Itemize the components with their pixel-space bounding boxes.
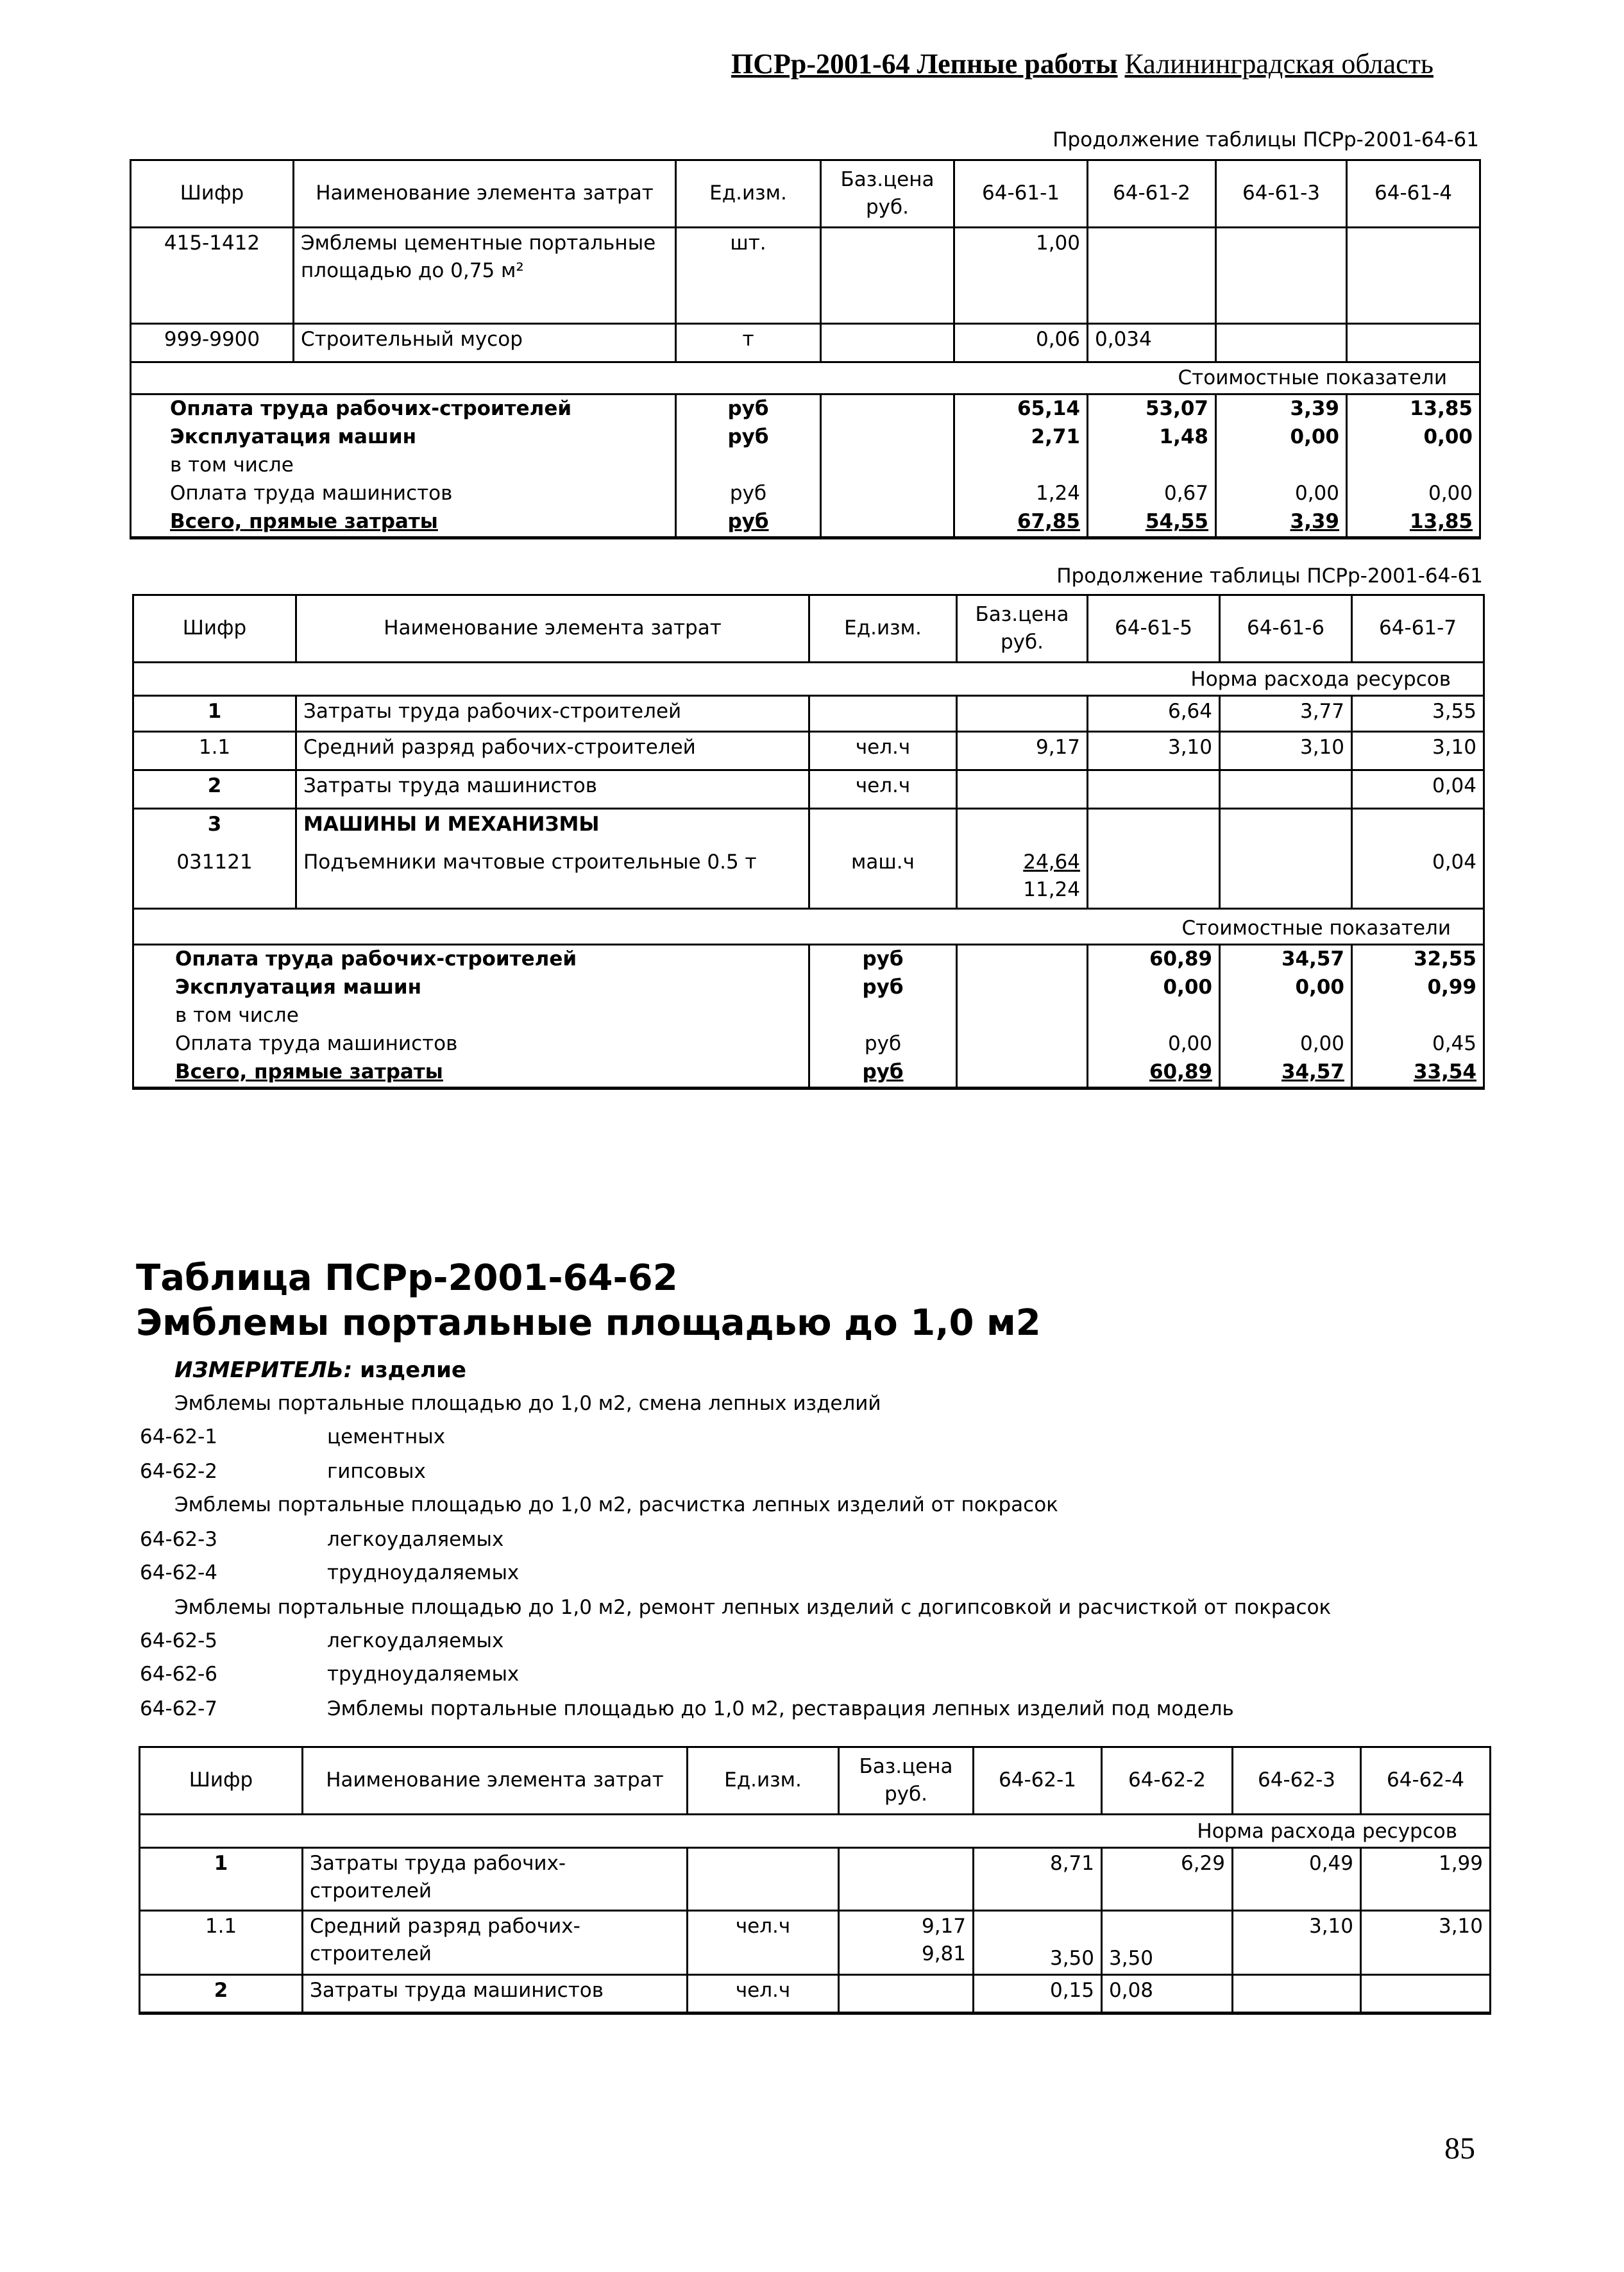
- item-name: цементных: [327, 1425, 446, 1448]
- table-row: [133, 696, 1484, 732]
- cell-price: [839, 1848, 974, 1911]
- cost-unit: руб: [676, 423, 821, 452]
- cell-value: 1,99: [1361, 1848, 1491, 1911]
- cell-code: 1.1: [133, 732, 296, 770]
- cell-value: [1352, 809, 1484, 847]
- col-header: Ед.изм.: [688, 1747, 839, 1815]
- cell-price: [839, 1975, 974, 2013]
- cost-name: Всего, прямые затраты: [133, 1058, 809, 1089]
- section-title: Стоимостные показатели: [133, 909, 1484, 945]
- table-row: [140, 1975, 1491, 2013]
- cell-price: 9,17: [957, 732, 1088, 770]
- cell-value: [1361, 1975, 1491, 2013]
- measure-value: изделие: [360, 1357, 466, 1383]
- table-row: [131, 324, 1480, 362]
- table1-continuation: Продолжение таблицы ПСРр-2001-64-61: [1053, 128, 1479, 151]
- cost-price: [957, 1030, 1088, 1058]
- group-description: Эмблемы портальные площадью до 1,0 м2, расчистка лепных изделий от покрасок: [174, 1493, 1058, 1516]
- table-row: [133, 732, 1484, 770]
- cost-row: [133, 1030, 1484, 1058]
- table-row: [133, 809, 1484, 847]
- cost-unit: руб: [809, 1058, 957, 1089]
- price-value: 24,64: [1023, 850, 1080, 874]
- cell-value: [1088, 809, 1220, 847]
- cell-value: 3,10: [1361, 1911, 1491, 1975]
- cell-name: Затраты труда машинистов: [303, 1975, 688, 2013]
- cost-unit: [676, 452, 821, 480]
- cost-value: 65,14: [954, 394, 1088, 424]
- cell-name: Затраты труда машинистов: [296, 770, 809, 809]
- cell-value: [1347, 324, 1480, 362]
- cost-value: 0,00: [1220, 974, 1352, 1002]
- cell-value: 6,64: [1088, 696, 1220, 732]
- col-header: Баз.цена руб.: [957, 595, 1088, 663]
- col-header: 64-61-7: [1352, 595, 1484, 663]
- cell-unit: чел.ч: [809, 732, 957, 770]
- cost-unit: руб: [676, 480, 821, 508]
- item-name: легкоудаляемых: [327, 1528, 504, 1551]
- cell-price: [821, 228, 954, 324]
- cell-value: 3,10: [1352, 732, 1484, 770]
- section-row: [140, 1815, 1491, 1848]
- cost-value: 67,85: [954, 508, 1088, 538]
- col-header: Ед.изм.: [809, 595, 957, 663]
- cost-price: [957, 1058, 1088, 1089]
- cell-value: 6,29: [1102, 1848, 1233, 1911]
- cell-value: [1088, 228, 1216, 324]
- cost-row: [131, 423, 1480, 452]
- cell-unit: чел.ч: [688, 1911, 839, 1975]
- cost-row: [131, 394, 1480, 424]
- cell-value: [1216, 324, 1347, 362]
- page-header: [731, 47, 1434, 80]
- cost-value: [1347, 452, 1480, 480]
- cost-value: [1088, 1002, 1220, 1030]
- col-header: Ед.изм.: [676, 160, 821, 228]
- header-region: Калининградская область: [1124, 48, 1434, 80]
- cell-value: 0,08: [1102, 1975, 1233, 2013]
- col-header: Наименование элемента затрат: [294, 160, 676, 228]
- col-header: Баз.цена руб.: [821, 160, 954, 228]
- cost-row: [133, 1058, 1484, 1089]
- cost-name: Эксплуатация машин: [133, 974, 809, 1002]
- item-code: 64-62-3: [140, 1528, 217, 1551]
- table-row: [140, 1911, 1491, 1975]
- cost-value: [1216, 452, 1347, 480]
- col-header: 64-62-4: [1361, 1747, 1491, 1815]
- cell-value: [1233, 1975, 1361, 2013]
- cost-unit: руб: [809, 974, 957, 1002]
- cost-row: [131, 480, 1480, 508]
- item-name: Эмблемы портальные площадью до 1,0 м2, реставрация лепных изделий под модель: [327, 1697, 1234, 1720]
- cell-value: 1,00: [954, 228, 1088, 324]
- table3: [139, 1746, 1491, 2015]
- cost-value: 53,07: [1088, 394, 1216, 424]
- col-header: 64-61-6: [1220, 595, 1352, 663]
- cell-name: Эмблемы цементные портальные площадью до 0,75 м²: [294, 228, 676, 324]
- cost-value: 0,00: [1347, 480, 1480, 508]
- cost-value: [1220, 1002, 1352, 1030]
- cell-name: Затраты труда рабочих-строителей: [303, 1848, 688, 1911]
- table2-continuation: Продолжение таблицы ПСРр-2001-64-61: [1056, 564, 1483, 588]
- cost-price: [821, 452, 954, 480]
- cost-value: 3,39: [1216, 394, 1347, 424]
- col-header: Баз.цена руб.: [839, 1747, 974, 1815]
- col-header: 64-61-3: [1216, 160, 1347, 228]
- cell-unit: [809, 809, 957, 847]
- cost-name: Оплата труда машинистов: [131, 480, 676, 508]
- col-header: 64-62-1: [974, 1747, 1102, 1815]
- item-name: трудноудаляемых: [327, 1663, 520, 1686]
- cost-value: 0,67: [1088, 480, 1216, 508]
- cell-price: [957, 847, 1088, 909]
- cost-row: [133, 1002, 1484, 1030]
- cell-price: [957, 809, 1088, 847]
- cell-code: 1.1: [140, 1911, 303, 1975]
- cost-name: в том числе: [131, 452, 676, 480]
- col-header: 64-61-5: [1088, 595, 1220, 663]
- cell-name: Строительный мусор: [294, 324, 676, 362]
- col-header: 64-62-2: [1102, 1747, 1233, 1815]
- cell-code: 2: [133, 770, 296, 809]
- cell-value: 3,50: [974, 1911, 1102, 1975]
- cost-unit: руб: [809, 1030, 957, 1058]
- cell-value: 3,10: [1233, 1911, 1361, 1975]
- cost-value: 0,00: [1088, 974, 1220, 1002]
- cost-name: в том числе: [133, 1002, 809, 1030]
- table1-header-row: [131, 160, 1480, 228]
- cost-row: [131, 508, 1480, 538]
- cost-value: 32,55: [1352, 945, 1484, 974]
- cell-value: [1088, 847, 1220, 909]
- table1: [130, 159, 1481, 539]
- cost-value: [1088, 452, 1216, 480]
- cell-unit: [688, 1848, 839, 1911]
- cell-name: МАШИНЫ И МЕХАНИЗМЫ: [296, 809, 809, 847]
- table-row: [133, 847, 1484, 909]
- table2: [132, 594, 1485, 1090]
- cost-value: 3,39: [1216, 508, 1347, 538]
- cost-value: 33,54: [1352, 1058, 1484, 1089]
- cost-row: [133, 974, 1484, 1002]
- item-code: 64-62-1: [140, 1425, 217, 1448]
- item-code: 64-62-5: [140, 1629, 217, 1652]
- page-number: 85: [1444, 2132, 1475, 2166]
- cell-value: [1220, 809, 1352, 847]
- col-header: 64-62-3: [1233, 1747, 1361, 1815]
- price-value: 9,17: [921, 1915, 966, 1938]
- item-name: гипсовых: [327, 1460, 426, 1483]
- cell-value: 0,06: [954, 324, 1088, 362]
- cost-unit: руб: [676, 508, 821, 538]
- cell-code: 999-9900: [131, 324, 294, 362]
- price-value-2: 9,81: [921, 1942, 966, 1966]
- cost-price: [821, 394, 954, 424]
- cost-value: 34,57: [1220, 945, 1352, 974]
- price-value-2: 11,24: [1023, 877, 1080, 901]
- cell-value: [1347, 228, 1480, 324]
- cell-unit: чел.ч: [809, 770, 957, 809]
- col-header: Наименование элемента затрат: [296, 595, 809, 663]
- item-code: 64-62-2: [140, 1460, 217, 1483]
- cost-value: [1352, 1002, 1484, 1030]
- cost-value: 1,48: [1088, 423, 1216, 452]
- cost-value: 34,57: [1220, 1058, 1352, 1089]
- cost-price: [821, 423, 954, 452]
- table-title: Таблица ПСРр-2001-64-62: [136, 1257, 678, 1299]
- cell-price: [957, 770, 1088, 809]
- cost-value: 0,00: [1220, 1030, 1352, 1058]
- table3-header-row: [140, 1747, 1491, 1815]
- cell-unit: [809, 696, 957, 732]
- header-code-title: ПСРр-2001-64 Лепные работы: [731, 48, 1118, 80]
- section-title: Стоимостные показатели: [131, 362, 1480, 394]
- table-row: [140, 1848, 1491, 1911]
- cost-name: Оплата труда рабочих-строителей: [133, 945, 809, 974]
- cell-value: [1088, 770, 1220, 809]
- item-name: легкоудаляемых: [327, 1629, 504, 1652]
- section-row: [131, 362, 1480, 394]
- cost-value: 60,89: [1088, 1058, 1220, 1089]
- col-header: Шифр: [140, 1747, 303, 1815]
- cost-value: 13,85: [1347, 508, 1480, 538]
- cell-value: 0,49: [1233, 1848, 1361, 1911]
- cell-unit: т: [676, 324, 821, 362]
- col-header: 64-61-4: [1347, 160, 1480, 228]
- cell-code: 3: [133, 809, 296, 847]
- cost-price: [821, 480, 954, 508]
- section-row: [133, 909, 1484, 945]
- cost-value: 1,24: [954, 480, 1088, 508]
- cost-value: 0,00: [1216, 480, 1347, 508]
- cell-value: 3,50: [1102, 1911, 1233, 1975]
- section-row: [133, 663, 1484, 696]
- table-row: [131, 228, 1480, 324]
- section-title: Норма расхода ресурсов: [140, 1815, 1491, 1848]
- cell-value: 3,55: [1352, 696, 1484, 732]
- cell-price: [839, 1911, 974, 1975]
- cost-value: 13,85: [1347, 394, 1480, 424]
- cell-code: 1: [140, 1848, 303, 1911]
- cost-value: 60,89: [1088, 945, 1220, 974]
- cell-unit: шт.: [676, 228, 821, 324]
- cell-price: [821, 324, 954, 362]
- cell-code: 2: [140, 1975, 303, 2013]
- cell-price: [957, 696, 1088, 732]
- cell-value: [1216, 228, 1347, 324]
- cell-value: 3,10: [1220, 732, 1352, 770]
- cost-value: [954, 452, 1088, 480]
- col-header: Шифр: [133, 595, 296, 663]
- cost-name: Всего, прямые затраты: [131, 508, 676, 538]
- cost-price: [821, 508, 954, 538]
- cell-name: Подъемники мачтовые строительные 0.5 т: [296, 847, 809, 909]
- cell-name: Средний разряд рабочих-строителей: [296, 732, 809, 770]
- cell-value: [1220, 770, 1352, 809]
- cell-code: 415-1412: [131, 228, 294, 324]
- cell-name: Средний разряд рабочих-строителей: [303, 1911, 688, 1975]
- col-header: 64-61-1: [954, 160, 1088, 228]
- cell-code: 1: [133, 696, 296, 732]
- cost-value: 0,99: [1352, 974, 1484, 1002]
- measure-label: ИЗМЕРИТЕЛЬ:: [174, 1357, 353, 1383]
- cost-name: Оплата труда рабочих-строителей: [131, 394, 676, 424]
- cost-value: 0,00: [1347, 423, 1480, 452]
- col-header: Шифр: [131, 160, 294, 228]
- cost-value: 2,71: [954, 423, 1088, 452]
- cell-value: 3,77: [1220, 696, 1352, 732]
- cost-row: [133, 945, 1484, 974]
- cost-row: [131, 452, 1480, 480]
- col-header: Наименование элемента затрат: [303, 1747, 688, 1815]
- cell-value: [1220, 847, 1352, 909]
- table-row: [133, 770, 1484, 809]
- cell-value: 0,04: [1352, 847, 1484, 909]
- cell-code: 031121: [133, 847, 296, 909]
- cost-price: [957, 1002, 1088, 1030]
- item-name: трудноудаляемых: [327, 1561, 520, 1584]
- table-subtitle: Эмблемы портальные площадью до 1,0 м2: [136, 1302, 1041, 1344]
- cell-unit: маш.ч: [809, 847, 957, 909]
- cell-value: 0,15: [974, 1975, 1102, 2013]
- measure-line: [174, 1357, 466, 1383]
- item-code: 64-62-7: [140, 1697, 217, 1720]
- cost-price: [957, 974, 1088, 1002]
- cell-value: 8,71: [974, 1848, 1102, 1911]
- table2-header-row: [133, 595, 1484, 663]
- cost-unit: [809, 1002, 957, 1030]
- group-description: Эмблемы портальные площадью до 1,0 м2, ремонт лепных изделий с догипсовкой и расчисткой от покрасок: [174, 1596, 1332, 1619]
- cost-value: 0,00: [1216, 423, 1347, 452]
- cost-value: 54,55: [1088, 508, 1216, 538]
- cell-name: Затраты труда рабочих-строителей: [296, 696, 809, 732]
- cost-unit: руб: [809, 945, 957, 974]
- cost-name: Оплата труда машинистов: [133, 1030, 809, 1058]
- item-code: 64-62-4: [140, 1561, 217, 1584]
- cell-value: 3,10: [1088, 732, 1220, 770]
- col-header: 64-61-2: [1088, 160, 1216, 228]
- cost-price: [957, 945, 1088, 974]
- cost-value: 0,00: [1088, 1030, 1220, 1058]
- cost-name: Эксплуатация машин: [131, 423, 676, 452]
- item-code: 64-62-6: [140, 1663, 217, 1686]
- cost-value: 0,45: [1352, 1030, 1484, 1058]
- cell-value: 0,04: [1352, 770, 1484, 809]
- section-title: Норма расхода ресурсов: [133, 663, 1484, 696]
- cell-value: 0,034: [1088, 324, 1216, 362]
- cost-unit: руб: [676, 394, 821, 424]
- cell-unit: чел.ч: [688, 1975, 839, 2013]
- group-description: Эмблемы портальные площадью до 1,0 м2, смена лепных изделий: [174, 1392, 881, 1415]
